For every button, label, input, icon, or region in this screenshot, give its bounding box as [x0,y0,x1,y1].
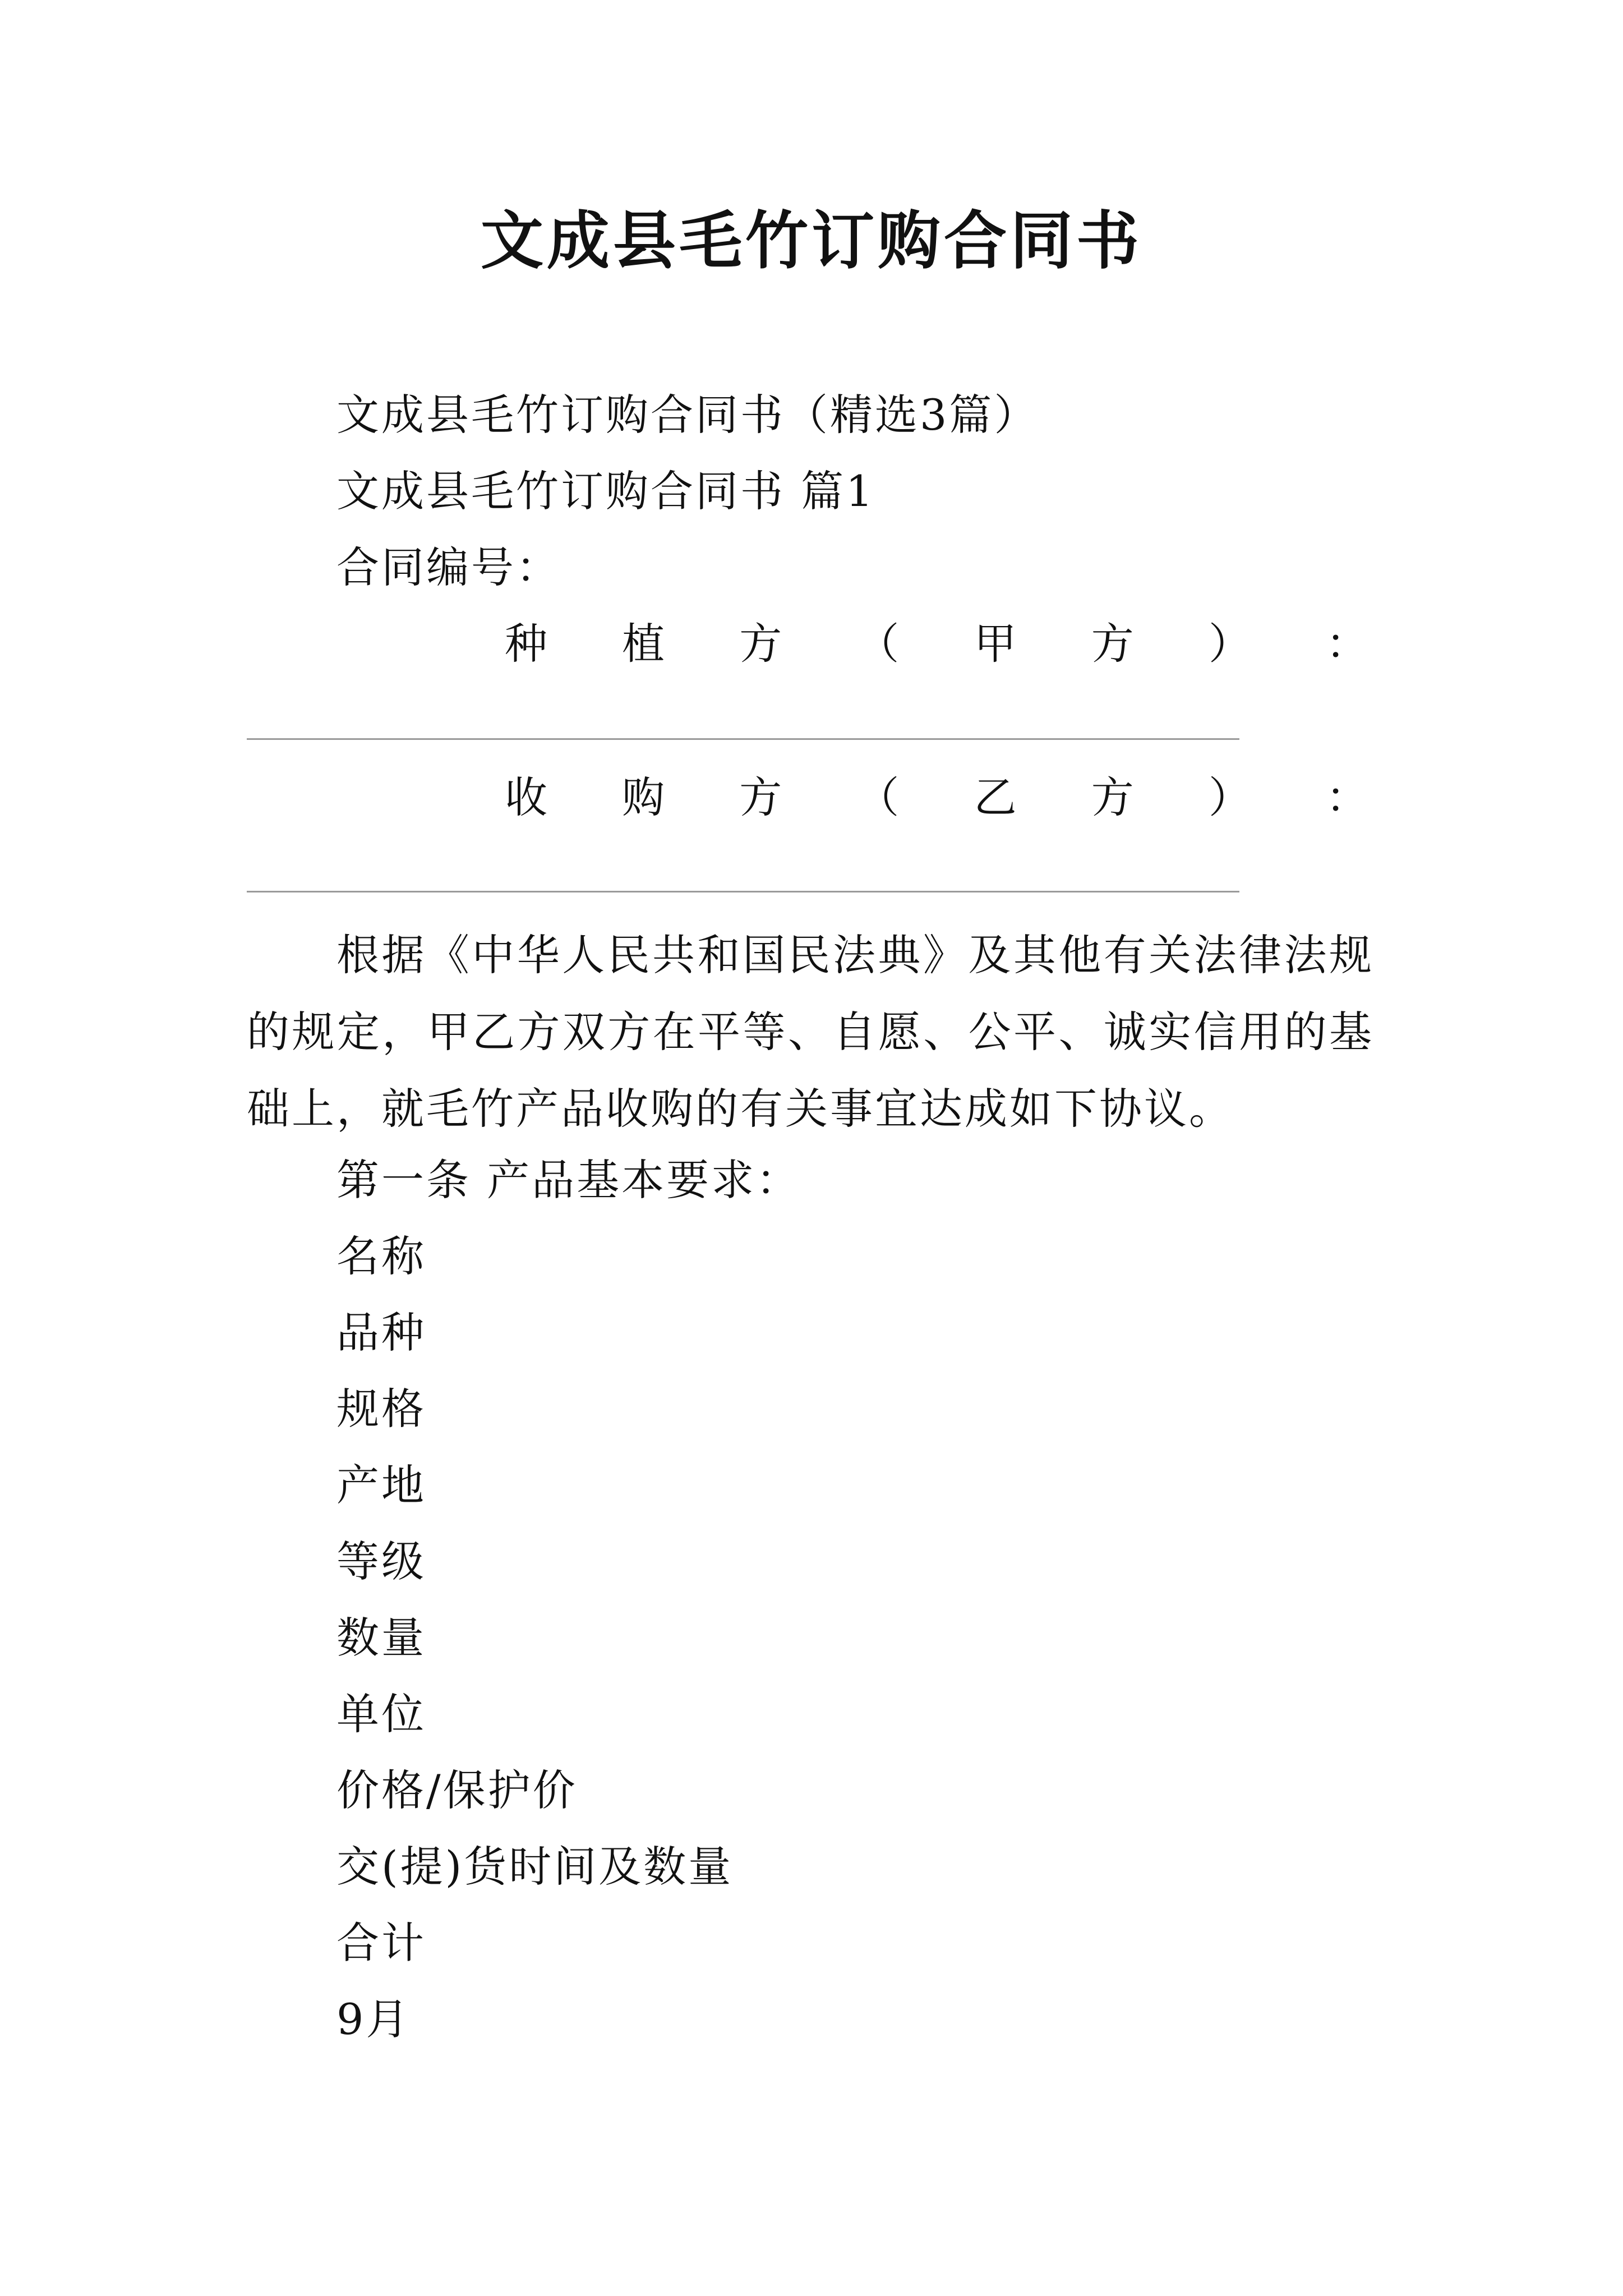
field-label: 数量 [336,1613,426,1663]
party-a-char: ） [1208,619,1251,669]
field-label: 合计 [336,1918,426,1968]
party-b-char: 方 [1091,772,1134,822]
party-a-char: 植 [622,619,665,669]
party-a-char: 甲 [974,619,1017,669]
party-b-label [505,770,1368,826]
party-b-char: 购 [622,772,665,822]
party-a-label [505,616,1368,672]
party-b-char: （ [856,772,900,822]
party-b-blank-line [247,891,1239,892]
field-label: 产地 [336,1460,426,1510]
section-heading: 文成县毛竹订购合同书 篇1 [336,466,875,516]
party-a-char: （ [856,619,900,669]
party-a-char: ： [1325,619,1368,669]
party-a-char: 方 [1091,619,1134,669]
party-b-char: ： [1325,772,1368,822]
party-b-char: 乙 [974,772,1017,822]
field-label: 名称 [336,1231,426,1281]
field-label: 单位 [336,1689,426,1739]
party-b-char: ） [1208,772,1251,822]
party-a-blank-line [247,738,1239,740]
party-b-char: 方 [739,772,782,822]
field-label: 品种 [336,1308,426,1358]
field-label: 规格 [336,1384,426,1434]
party-b-char: 收 [505,772,547,822]
document-title: 文成县毛竹订购合同书 [481,204,1142,278]
field-label: 等级 [336,1536,426,1586]
document-subtitle: 文成县毛竹订购合同书（精选3篇） [336,390,1039,440]
party-a-char: 种 [505,619,547,669]
preamble-paragraph: 根据《中华人民共和国民法典》及其他有关法律法规的规定，甲乙方双方在平等、自愿、公平、诚实信用的基础上，就毛竹产品收购的有关事宜达成如下协议。 [247,930,1374,1134]
party-a-char: 方 [739,619,782,669]
field-label: 9月 [336,1994,411,2044]
contract-number-label: 合同编号： [336,542,561,592]
article-one-heading: 第一条 产品基本要求： [336,1155,801,1205]
field-label: 价格/保护价 [336,1765,578,1815]
field-label: 交(提)货时间及数量 [336,1842,734,1892]
